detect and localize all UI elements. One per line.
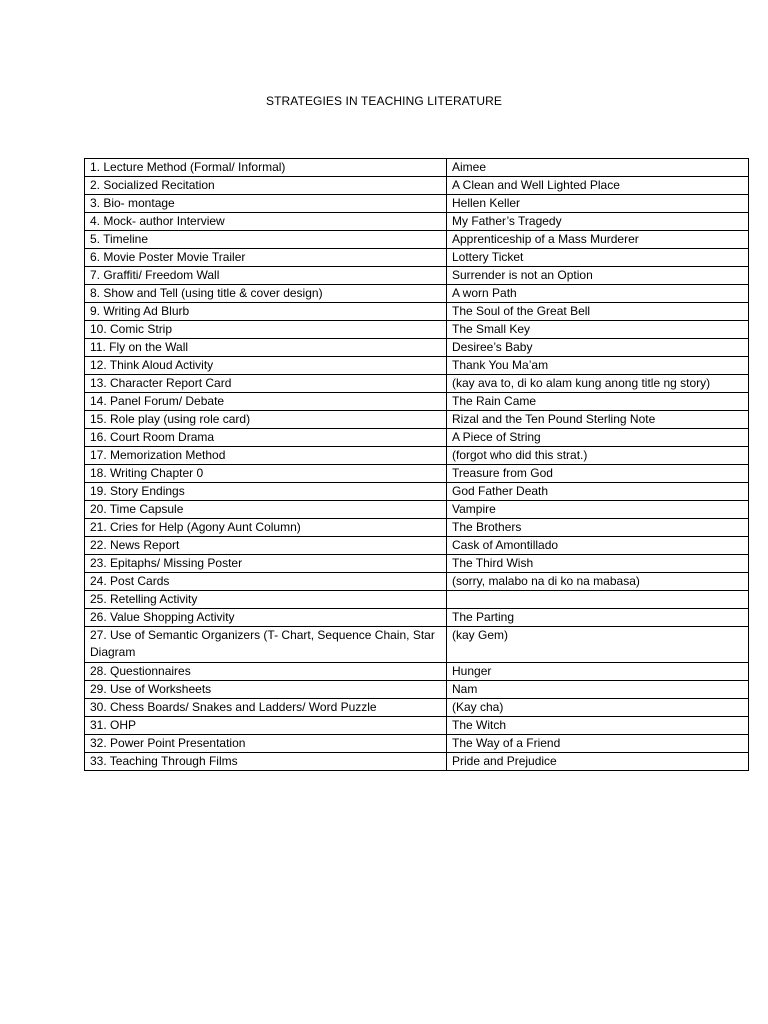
table-row xyxy=(85,321,749,339)
strategy-cell: 6. Movie Poster Movie Trailer xyxy=(85,249,447,267)
strategy-cell: 8. Show and Tell (using title & cover design) xyxy=(85,285,447,303)
table-row xyxy=(85,501,749,519)
strategy-cell: 29. Use of Worksheets xyxy=(85,681,447,699)
literature-cell: Treasure from God xyxy=(447,465,749,483)
table-row xyxy=(85,375,749,393)
strategy-cell: 32. Power Point Presentation xyxy=(85,735,447,753)
literature-cell: Lottery Ticket xyxy=(447,249,749,267)
literature-cell: (sorry, malabo na di ko na mabasa) xyxy=(447,573,749,591)
strategies-table xyxy=(84,158,749,771)
literature-cell: The Rain Came xyxy=(447,393,749,411)
strategy-cell: 1. Lecture Method (Formal/ Informal) xyxy=(85,159,447,177)
strategy-cell: 5. Timeline xyxy=(85,231,447,249)
literature-cell: A Piece of String xyxy=(447,429,749,447)
table-row xyxy=(85,267,749,285)
literature-cell: The Parting xyxy=(447,609,749,627)
document-title: STRATEGIES IN TEACHING LITERATURE xyxy=(266,94,502,108)
strategy-cell: 23. Epitaphs/ Missing Poster xyxy=(85,555,447,573)
literature-cell: Aimee xyxy=(447,159,749,177)
literature-cell: The Way of a Friend xyxy=(447,735,749,753)
strategy-cell: 22. News Report xyxy=(85,537,447,555)
literature-cell: The Third Wish xyxy=(447,555,749,573)
strategy-cell: 4. Mock- author Interview xyxy=(85,213,447,231)
strategy-cell: 3. Bio- montage xyxy=(85,195,447,213)
table-row xyxy=(85,699,749,717)
strategy-cell: 13. Character Report Card xyxy=(85,375,447,393)
literature-cell: Surrender is not an Option xyxy=(447,267,749,285)
literature-cell: A Clean and Well Lighted Place xyxy=(447,177,749,195)
table-row xyxy=(85,357,749,375)
literature-cell: Thank You Ma’am xyxy=(447,357,749,375)
literature-cell: The Witch xyxy=(447,717,749,735)
literature-cell: Rizal and the Ten Pound Sterling Note xyxy=(447,411,749,429)
table-row xyxy=(85,735,749,753)
literature-cell: Pride and Prejudice xyxy=(447,753,749,771)
strategy-cell: 12. Think Aloud Activity xyxy=(85,357,447,375)
table-row xyxy=(85,285,749,303)
table-row xyxy=(85,681,749,699)
literature-cell: (Kay cha) xyxy=(447,699,749,717)
strategy-cell: 31. OHP xyxy=(85,717,447,735)
literature-cell: Apprenticeship of a Mass Murderer xyxy=(447,231,749,249)
table-row xyxy=(85,753,749,771)
strategy-cell: 24. Post Cards xyxy=(85,573,447,591)
table-row xyxy=(85,609,749,627)
table-row xyxy=(85,159,749,177)
strategy-cell: 30. Chess Boards/ Snakes and Ladders/ Word Puzzle xyxy=(85,699,447,717)
literature-cell: The Small Key xyxy=(447,321,749,339)
literature-cell: Hellen Keller xyxy=(447,195,749,213)
strategy-cell: 15. Role play (using role card) xyxy=(85,411,447,429)
literature-cell: A worn Path xyxy=(447,285,749,303)
table-row xyxy=(85,447,749,465)
table-row xyxy=(85,663,749,681)
literature-cell: Hunger xyxy=(447,663,749,681)
literature-cell xyxy=(447,591,749,609)
strategy-cell: 11. Fly on the Wall xyxy=(85,339,447,357)
strategy-cell: 17. Memorization Method xyxy=(85,447,447,465)
table-row xyxy=(85,573,749,591)
table-row xyxy=(85,627,749,663)
literature-cell: The Soul of the Great Bell xyxy=(447,303,749,321)
table-row xyxy=(85,195,749,213)
strategy-cell: 18. Writing Chapter 0 xyxy=(85,465,447,483)
table-row xyxy=(85,483,749,501)
literature-cell: The Brothers xyxy=(447,519,749,537)
table-row xyxy=(85,177,749,195)
literature-cell: (forgot who did this strat.) xyxy=(447,447,749,465)
strategy-cell: 21. Cries for Help (Agony Aunt Column) xyxy=(85,519,447,537)
table-row xyxy=(85,537,749,555)
literature-cell: My Father’s Tragedy xyxy=(447,213,749,231)
strategy-cell: 27. Use of Semantic Organizers (T- Chart, Sequence Chain, Star Diagram xyxy=(85,627,447,663)
literature-cell: (kay Gem) xyxy=(447,627,749,663)
strategy-cell: 28. Questionnaires xyxy=(85,663,447,681)
strategy-cell: 25. Retelling Activity xyxy=(85,591,447,609)
table-row xyxy=(85,519,749,537)
table-row xyxy=(85,393,749,411)
strategy-cell: 7. Graffiti/ Freedom Wall xyxy=(85,267,447,285)
strategy-cell: 9. Writing Ad Blurb xyxy=(85,303,447,321)
table-row xyxy=(85,411,749,429)
table-row xyxy=(85,717,749,735)
table-row xyxy=(85,339,749,357)
strategy-cell: 2. Socialized Recitation xyxy=(85,177,447,195)
table-row xyxy=(85,213,749,231)
literature-cell: (kay ava to, di ko alam kung anong title ng story) xyxy=(447,375,749,393)
table-row xyxy=(85,555,749,573)
strategy-cell: 26. Value Shopping Activity xyxy=(85,609,447,627)
table-row xyxy=(85,249,749,267)
strategy-cell: 10. Comic Strip xyxy=(85,321,447,339)
strategy-cell: 14. Panel Forum/ Debate xyxy=(85,393,447,411)
table-row xyxy=(85,303,749,321)
table-row xyxy=(85,429,749,447)
table-row xyxy=(85,591,749,609)
literature-cell: God Father Death xyxy=(447,483,749,501)
table-row xyxy=(85,231,749,249)
literature-cell: Vampire xyxy=(447,501,749,519)
literature-cell: Cask of Amontillado xyxy=(447,537,749,555)
literature-cell: Nam xyxy=(447,681,749,699)
strategy-cell: 19. Story Endings xyxy=(85,483,447,501)
strategy-cell: 20. Time Capsule xyxy=(85,501,447,519)
literature-cell: Desiree’s Baby xyxy=(447,339,749,357)
table-row xyxy=(85,465,749,483)
strategy-cell: 33. Teaching Through Films xyxy=(85,753,447,771)
strategy-cell: 16. Court Room Drama xyxy=(85,429,447,447)
